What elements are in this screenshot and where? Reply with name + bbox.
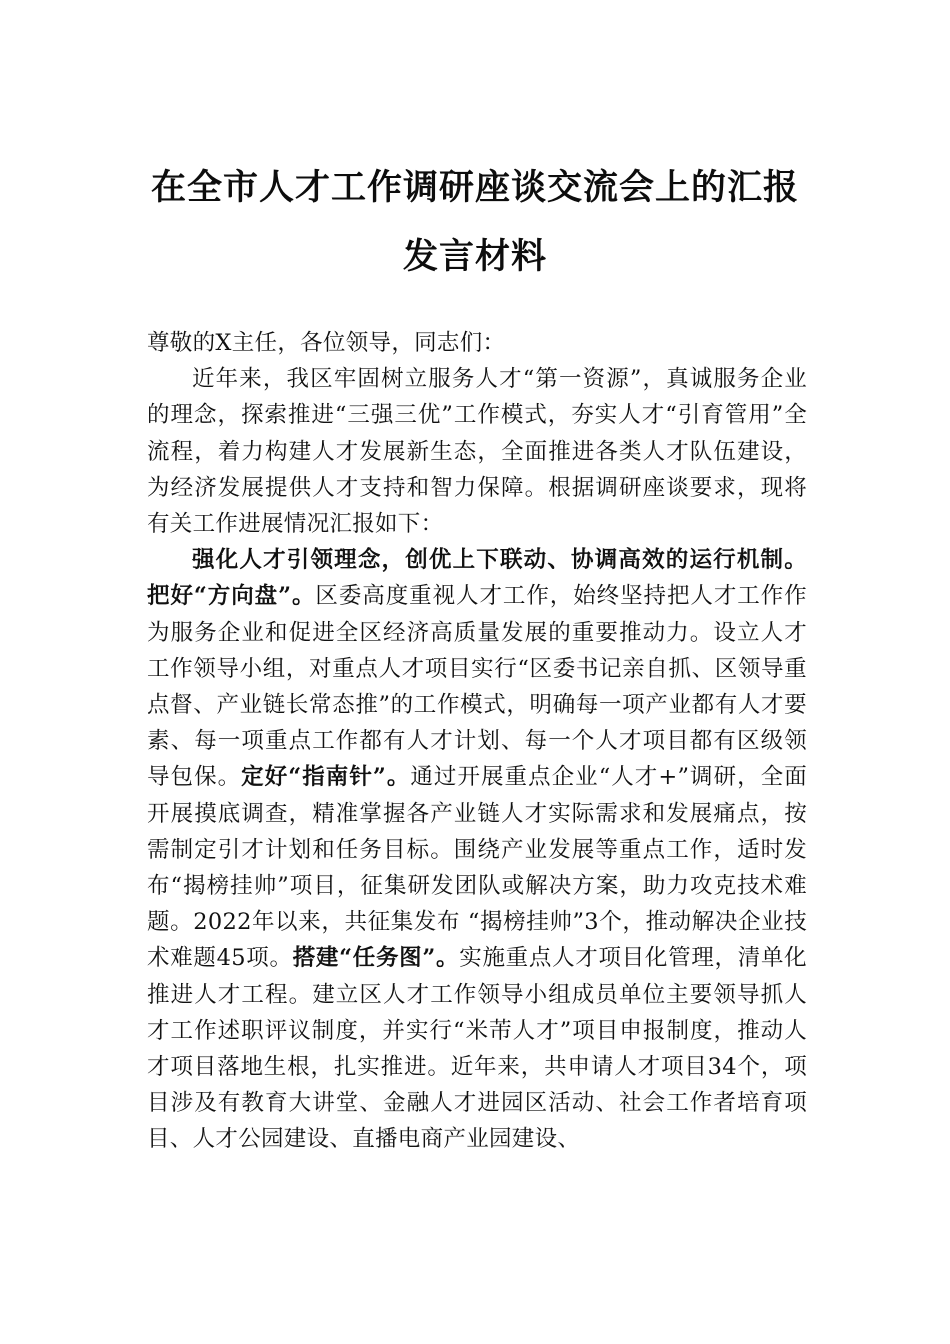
subheading-task-map: 搭建“任务图”。 (292, 945, 460, 972)
subheading-direction: 把好“方向盘”。 (147, 583, 316, 610)
paragraph-mechanism (147, 542, 807, 1157)
document-title-line-2: 发言材料 (402, 236, 547, 277)
paragraph-intro: 近年来，我区牢固树立服务人才“第一资源”，真诚服务企业的理念，探索推进“三强三优”工作模式，夯实人才“引育管用”全流程，着力构建人才发展新生态，全面推进各类人才队伍建设，为经济发展提供人才支持和智力保障。根据调研座谈要求，现将有关工作进展情况汇报如下： (147, 366, 807, 538)
document-body (147, 325, 807, 1158)
text-direction: 区委高度重视人才工作，始终坚持把人才工作作为服务企业和促进全区经济高质量发展的重要推动力。设立人才工作领导小组，对重点人才项目实行“区委书记亲自抓、区领导重点督、产业链长常态推”的工作模式，明确每一项产业都有人才要素、每一项重点工作都有人才计划、每一个人才项目都有区级领导包保。 (147, 583, 807, 791)
document-title-line-1: 在全市人才工作调研座谈交流会上的汇报 (150, 167, 799, 208)
salutation: 尊敬的X主任，各位领导，同志们： (147, 330, 506, 356)
paragraph-heading: 强化人才引领理念，创优上下联动、协调高效的运行机制。 (192, 547, 807, 574)
text-task-map: 实施重点人才项目化管理，清单化推进人才工程。建立区人才工作领导小组成员单位主要领导抓人才工作述职评议制度，并实行“米芾人才”项目申报制度，推动人才项目落地生根，扎实推进。近年来，共申请人才项目34个，项目涉及有教育大讲堂、金融人才进园区活动、社会工作者培育项目、人才公园建设、直播电商产业园建设、 (147, 945, 807, 1153)
subheading-compass: 定好“指南针”。 (241, 764, 411, 791)
text-compass: 通过开展重点企业“人才+”调研，全面开展摸底调查，精准掌握各产业链人才实际需求和发展痛点，按需制定引才计划和任务目标。围绕产业发展等重点工作，适时发布“揭榜挂帅”项目，征集研发团队或解决方案，助力攻克技术难题。2022年以来，共征集发布 “揭榜挂帅”3个，推动解决企业技术难题45项。 (147, 764, 807, 972)
